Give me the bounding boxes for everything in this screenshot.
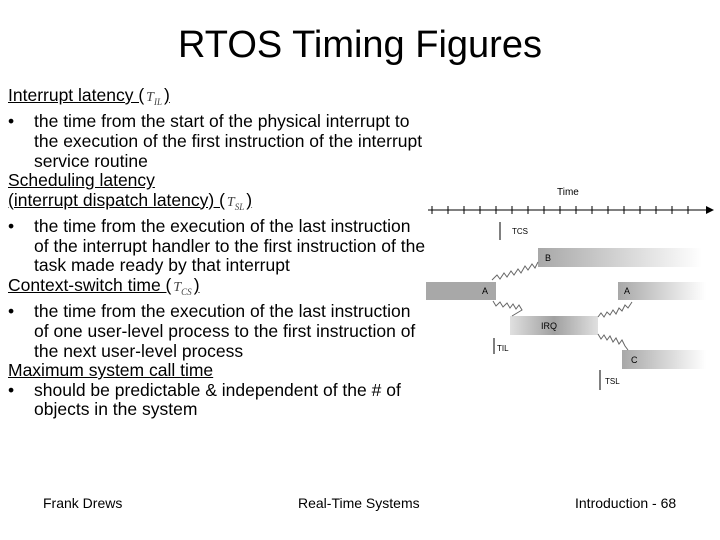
bullet-dot: • [8, 216, 15, 237]
footer-page-number: Introduction - 68 [575, 495, 677, 511]
task-a-right-bar [618, 282, 706, 300]
interrupt-latency-heading: Interrupt latency ( $T_{IL}$ ) [8, 86, 428, 112]
til-symbol: $T_{IL}$ [146, 90, 162, 107]
tsl-label: TSL [605, 377, 620, 386]
bullet-dot: • [8, 301, 15, 322]
dispatch-latency-heading: (interrupt dispatch latency) ( $T_{SL}$ ) [8, 191, 428, 217]
slide-title: RTOS Timing Figures [178, 24, 542, 66]
tcs-symbol: $T_{CS}$ [173, 279, 192, 297]
syscall-heading: Maximum system call time [8, 360, 214, 381]
footer-course: Real-Time Systems [298, 495, 420, 511]
task-a-left-label: A [482, 286, 489, 296]
interrupt-latency-text: the time from the start of the physical interrupt to the execution of the first instruction of the interrupt service routine [34, 111, 423, 171]
time-axis-arrow [706, 206, 714, 214]
task-c-label: C [631, 355, 638, 365]
interrupt-latency-heading-text: Interrupt latency ( [8, 85, 145, 105]
til-label: TIL [497, 344, 509, 353]
task-b-bar [538, 248, 702, 267]
tcs-label: TCS [512, 227, 528, 236]
zigzag-irq-to-a [598, 302, 632, 317]
bullet-dot: • [8, 379, 15, 400]
zigzag-irq-to-c [598, 334, 628, 350]
bullet-dot: • [8, 111, 15, 132]
irq-label: IRQ [541, 321, 558, 331]
context-switch-text: the time from the execution of the last instruction of one user-level process to the first instruction of the next user-level process [34, 301, 416, 361]
zigzag-a-to-b [492, 262, 538, 280]
context-switch-heading: Context-switch time ( $T_{CS}$ ) [8, 276, 428, 302]
scheduling-latency-heading: Scheduling latency [8, 170, 155, 191]
task-a-right-label: A [624, 286, 631, 296]
syscall-text: should be predictable & independent of the # of objects in the system [34, 379, 401, 420]
time-label: Time [557, 187, 579, 198]
zigzag-a-to-irq [493, 301, 522, 316]
scheduling-latency-text: the time from the execution of the last instruction of the interrupt handler to the first instruction of the task made ready by that interrupt [34, 216, 426, 276]
task-b-label: B [545, 253, 552, 263]
tsl-symbol: $T_{SL}$ [226, 194, 245, 212]
footer-author: Frank Drews [43, 495, 123, 511]
